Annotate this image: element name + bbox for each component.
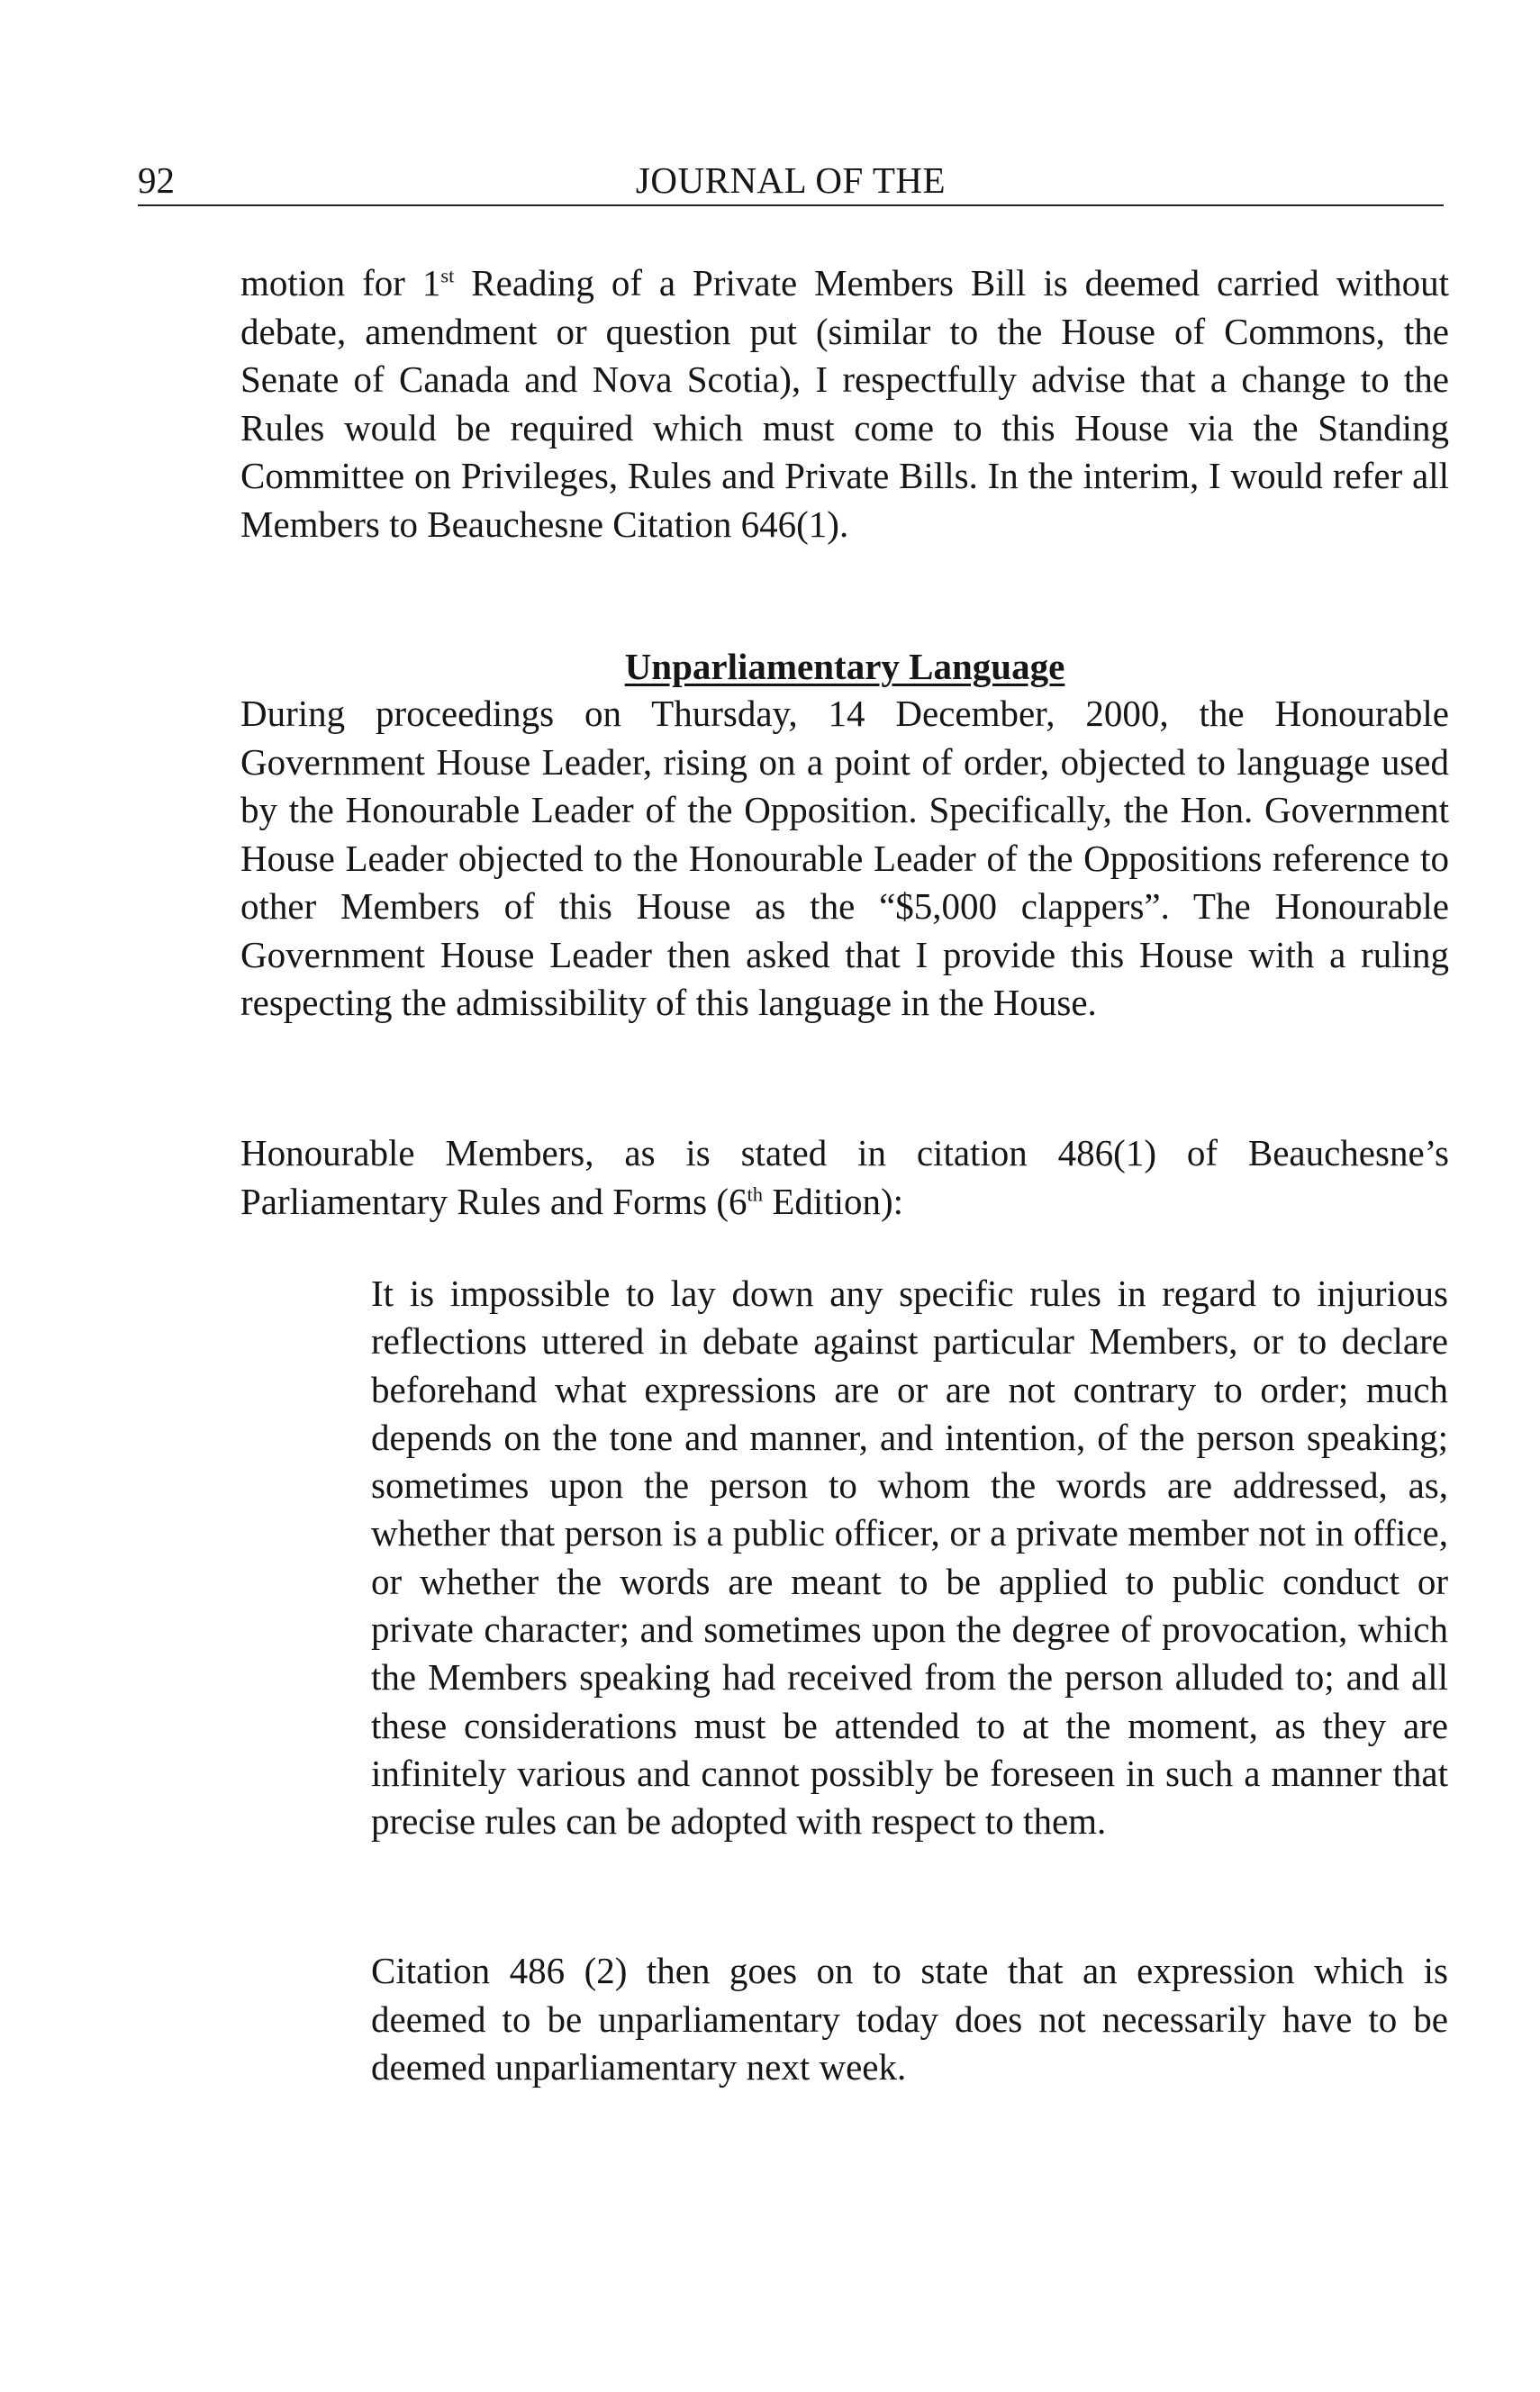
- section-heading: Unparliamentary Language: [624, 646, 1065, 687]
- paragraph-4: Citation 486 (2) then goes on to state that an expression which is deemed to be unparliamentary today does not necessarily have to be deemed unparliamentary next week.: [371, 1950, 1448, 2088]
- paragraph-3-start: Honourable Members, as is stated in citation 486(1) of Beauchesne’s Parliamentary Rules and Forms (6: [240, 1132, 1449, 1222]
- paragraph-3-rest: Edition):: [763, 1180, 904, 1222]
- paragraph-1-rest: Reading of a Private Members Bill is deemed carried without debate, amendment or question put (similar to the House of Commons, the Senate of Canada and Nova Scotia), I respectfully advise that a change to the Rules would be required which must come to this House via the Standing Committee on Privileges, Rules and Private Bills. In the interim, I would refer all Members to Beauchesne Citation 646(1).: [240, 262, 1449, 545]
- page-number: 92: [138, 159, 175, 201]
- paragraph-3: [240, 1129, 1449, 1226]
- page-header: [138, 151, 1444, 205]
- ordinal-suffix: st: [440, 264, 455, 287]
- paragraph-2: During proceedings on Thursday, 14 December, 2000, the Honourable Government House Leader, rising on a point of order, objected to language used by the Honourable Leader of the Opposition. Specifically, the Hon. Government House Leader objected to the Honourable Leader of the Oppositions reference to other Members of this House as the “$5,000 clappers”. The Honourable Government House Leader then asked that I provide this House with a ruling respecting the admissibility of this language in the House.: [240, 693, 1449, 1023]
- running-head: JOURNAL OF THE: [635, 159, 947, 201]
- edition-suffix: th: [747, 1182, 764, 1205]
- paragraph-1-start: motion for 1: [240, 262, 441, 304]
- header-rule: [138, 204, 1444, 206]
- paragraph-1: [240, 259, 1449, 548]
- block-quote: It is impossible to lay down any specific rules in regard to injurious reflections uttered in debate against particular Members, or to declare beforehand what expressions are or are not contrary to order; much depends on the tone and manner, and intention, of the person speaking; sometimes upon the person to whom the words are addressed, as, whether that person is a public officer, or a private member not in office, or whether the words are meant to be applied to public conduct or private character; and sometimes upon the degree of provocation, which the Members speaking had received from the person alluded to; and all these considerations must be attended to at the moment, as they are infinitely various and cannot possibly be foreseen in such a manner that precise rules can be adopted with respect to them.: [371, 1273, 1448, 1843]
